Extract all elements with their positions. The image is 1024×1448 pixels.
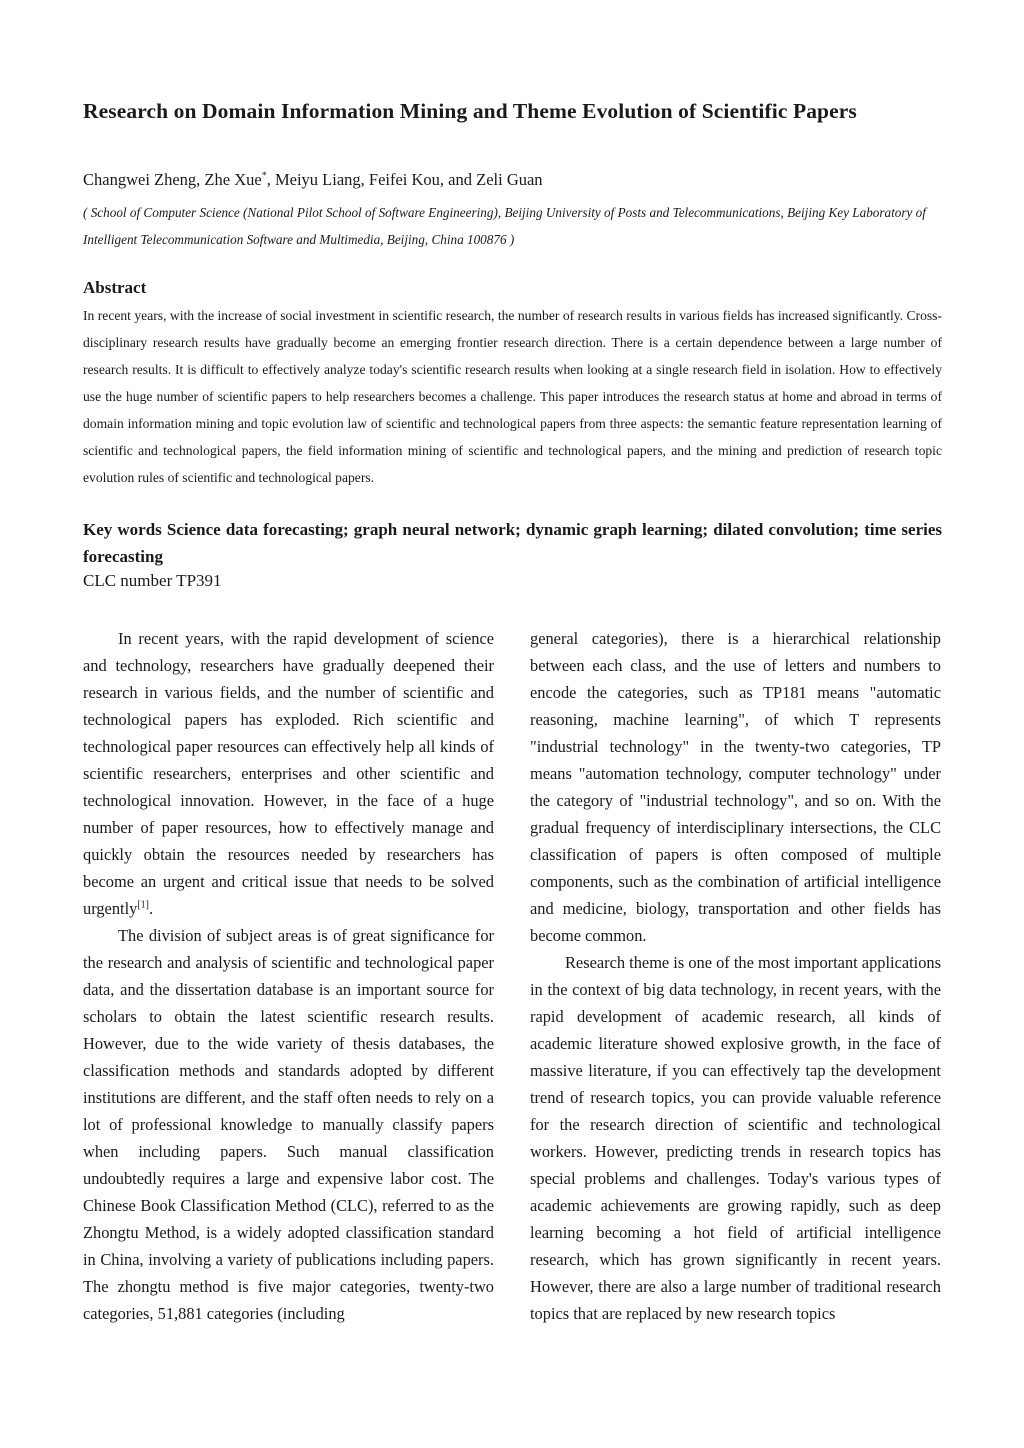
citation-1: [1]	[137, 899, 149, 911]
body-column-right	[530, 625, 941, 1327]
body-paragraph-1	[83, 625, 494, 922]
body-paragraph-1-end: .	[149, 899, 154, 918]
body-paragraph-2-continued: general categories), there is a hierarchical relationship between each class, and the use of letters and numbers to encode the categories, such as TP181 means "automatic reasoning, machine learning", of which T represents "industrial technology" in the twenty-two categories, TP means "automation technology, computer technology" under the category of "industrial technology", and so on. With the gradual frequency of interdisciplinary intersections, the CLC classification of papers is often composed of multiple components, such as the combination of artificial intelligence and medicine, biology, transportation and other fields has become common.	[530, 629, 941, 945]
body-paragraph-1-text: In recent years, with the rapid development of science and technology, researchers have gradually deepened their research in various fields, and the number of scientific and technological papers has exploded. Rich scientific and technological paper resources can effectively help all kinds of scientific researchers, enterprises and other scientific and technological innovation. However, in the face of a huge number of paper resources, how to effectively manage and quickly obtain the resources needed by researchers has become an urgent and critical issue that needs to be solved urgently	[83, 629, 494, 918]
body-column-left	[83, 625, 494, 1327]
author-list	[83, 170, 543, 190]
clc-number: CLC number TP391	[83, 571, 222, 590]
authors-after-mark: , Meiyu Liang, Feifei Kou, and Zeli Guan	[266, 170, 543, 189]
keywords: Key words Science data forecasting; graph neural network; dynamic graph learning; dilated convolution; time series forecasting	[83, 520, 942, 566]
affiliation: ( School of Computer Science (National Pilot School of Software Engineering), Beijing University of Posts and Telecommunications, Beijing Key Laboratory of Intelligent Telecommunication Software and Multimedia, Beijing, China 100876 )	[83, 205, 926, 247]
body-paragraph-2: The division of subject areas is of great significance for the research and analysis of scientific and technological paper data, and the dissertation database is an important source for scholars to obtain the latest scientific research results. However, due to the wide variety of thesis databases, the classification methods and standards adopted by different institutions are different, and the staff often needs to rely on a lot of professional knowledge to manually classify papers when including papers. Such manual classification undoubtedly requires a large and expensive labor cost. The Chinese Book Classification Method (CLC), referred to as the Zhongtu Method, is a widely adopted classification standard in China, involving a variety of publications including papers. The zhongtu method is five major categories, twenty-two categories, 51,881 categories (including	[83, 926, 494, 1323]
abstract-text: In recent years, with the increase of social investment in scientific research, the number of research results in various fields has increased significantly. Cross-disciplinary research results have gradually become an emerging frontier research direction. There is a certain dependence between a large number of research results. It is difficult to effectively analyze today's scientific research results when looking at a single research field in isolation. How to effectively use the huge number of scientific papers to help researchers becomes a challenge. This paper introduces the research status at home and abroad in terms of domain information mining and topic evolution law of scientific and technological papers from three aspects: the semantic feature representation learning of scientific and technological papers, the field information mining of scientific and technological papers, and the mining and prediction of research topic evolution rules of scientific and technological papers.	[83, 308, 942, 485]
body-paragraph-3: Research theme is one of the most important applications in the context of big data technology, in recent years, with the rapid development of academic research, all kinds of academic literature showed explosive growth, in the face of massive literature, if you can effectively tap the development trend of research topics, you can provide valuable reference for the research direction of scientific and technological workers. However, predicting trends in research topics has special problems and challenges. Today's various types of academic achievements are growing rapidly, such as deep learning becoming a hot field of artificial intelligence research, which has grown significantly in recent years. However, there are also a large number of traditional research topics that are replaced by new research topics	[530, 953, 941, 1323]
paper-title: Research on Domain Information Mining and Theme Evolution of Scientific Papers	[83, 99, 857, 123]
authors-before-mark: Changwei Zheng, Zhe Xue	[83, 170, 262, 189]
corresponding-author-mark: *	[261, 170, 267, 182]
abstract-heading: Abstract	[83, 278, 147, 297]
